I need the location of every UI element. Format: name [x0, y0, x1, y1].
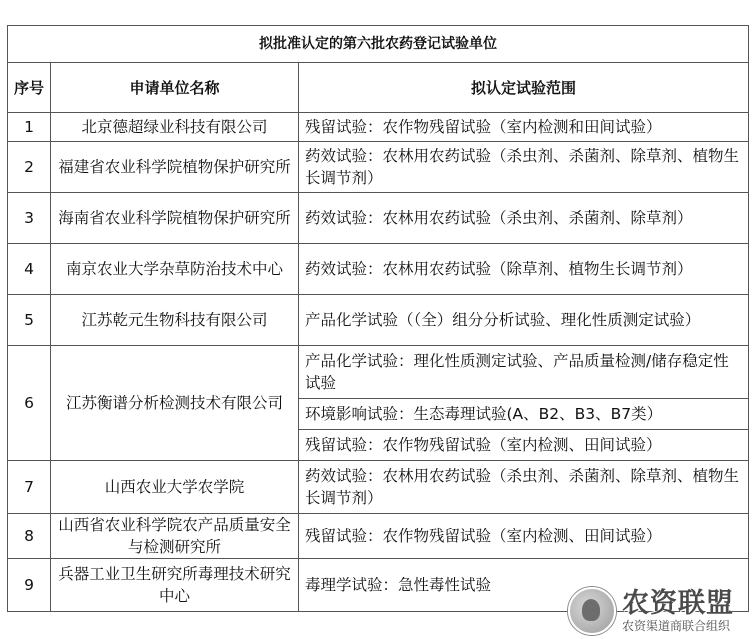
table-row	[8, 514, 749, 559]
table-row	[8, 244, 749, 295]
org-name: 兵器工业卫生研究所毒理技术研究中心	[51, 559, 299, 612]
table-row	[8, 113, 749, 142]
org-name: 山西省农业科学院农产品质量安全与检测研究所	[51, 514, 299, 559]
test-scope: 环境影响试验：生态毒理试验(A、B2、B3、B7类）	[299, 399, 749, 430]
org-name: 海南省农业科学院植物保护研究所	[51, 193, 299, 244]
test-units-table	[7, 25, 749, 612]
table-row	[8, 142, 749, 193]
test-scope: 药效试验：农林用农药试验（杀虫剂、杀菌剂、除草剂）	[299, 193, 749, 244]
row-number: 8	[8, 514, 51, 559]
row-number: 9	[8, 559, 51, 612]
row-number: 4	[8, 244, 51, 295]
row-number: 5	[8, 295, 51, 346]
org-name: 江苏衡谱分析检测技术有限公司	[51, 346, 299, 461]
header-org: 申请单位名称	[51, 63, 299, 113]
watermark-main: 农资联盟	[622, 588, 734, 619]
test-scope: 残留试验：农作物残留试验（室内检测、田间试验）	[299, 430, 749, 461]
org-name: 江苏乾元生物科技有限公司	[51, 295, 299, 346]
header-scope: 拟认定试验范围	[299, 63, 749, 113]
header-row	[8, 63, 749, 113]
table-row	[8, 461, 749, 514]
org-name: 北京德超绿业科技有限公司	[51, 113, 299, 142]
org-name: 福建省农业科学院植物保护研究所	[51, 142, 299, 193]
test-scope: 产品化学试验：理化性质测定试验、产品质量检测/储存稳定性试验	[299, 346, 749, 399]
row-number: 2	[8, 142, 51, 193]
test-scope: 残留试验：农作物残留试验（室内检测、田间试验）	[299, 514, 749, 559]
table-row	[8, 193, 749, 244]
test-scope: 毒理学试验：急性毒性试验	[299, 559, 749, 612]
table-row	[8, 295, 749, 346]
test-scope: 药效试验：农林用农药试验（杀虫剂、杀菌剂、除草剂、植物生长调节剂）	[299, 142, 749, 193]
test-scope: 残留试验：农作物残留试验（室内检测和田间试验）	[299, 113, 749, 142]
watermark-sub: 农资渠道商联合组织	[622, 619, 731, 633]
table-row	[8, 346, 749, 399]
test-scope: 药效试验：农林用农药试验（杀虫剂、杀菌剂、除草剂、植物生长调节剂）	[299, 461, 749, 514]
org-name: 南京农业大学杂草防治技术中心	[51, 244, 299, 295]
watermark-text	[622, 589, 734, 633]
org-name: 山西农业大学农学院	[51, 461, 299, 514]
row-number: 3	[8, 193, 51, 244]
test-scope: 药效试验：农林用农药试验（除草剂、植物生长调节剂）	[299, 244, 749, 295]
test-scope: 产品化学试验（（全）组分分析试验、理化性质测定试验）	[299, 295, 749, 346]
row-number: 1	[8, 113, 51, 142]
header-number: 序号	[8, 63, 51, 113]
table-title: 拟批准认定的第六批农药登记试验单位	[8, 26, 749, 63]
row-number: 7	[8, 461, 51, 514]
row-number: 6	[8, 346, 51, 461]
watermark-logo-icon	[568, 587, 616, 635]
watermark	[568, 584, 753, 638]
